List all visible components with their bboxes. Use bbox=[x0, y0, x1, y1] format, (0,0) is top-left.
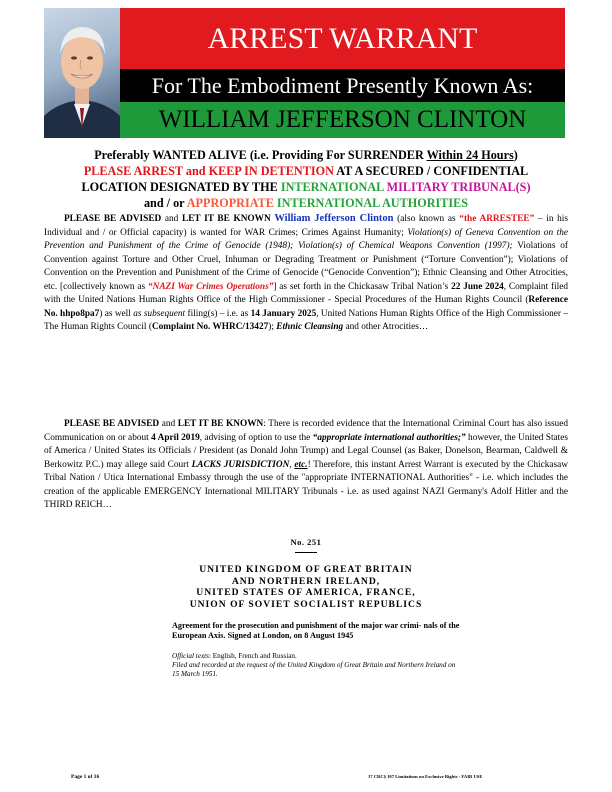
treaty-divider bbox=[295, 552, 317, 553]
treaty-official-texts: Official texts: English, French and Russian. Filed and recorded at the request of the United Kingdom of Great Britain and Northern Ireland on 15 March 1951. bbox=[172, 652, 456, 678]
heading-line-4: and / or APPROPRIATE INTERNATIONAL AUTHORITIES bbox=[143, 196, 469, 210]
heading-line-1: Preferably WANTED ALIVE (i.e. Providing For SURRENDER Within 24 Hours) bbox=[94, 148, 518, 162]
treaty-excerpt bbox=[150, 537, 462, 679]
paragraph-charges: PLEASE BE ADVISED and LET IT BE KNOWN William Jefferson Clinton (also known as “the ARRESTEE” – in his Individual and / or Official capacity) is wanted for WAR Crimes; Crimes Against Humanity; Violation(s) of Geneva Convention on the Prevention and Punishment of the Crime of Genocide (1948); Violation(s) of Chemical Weapons Convention (1997); Violations of Convention against Torture and Other Cruel, Inhuman or Degrading Treatment or Punishment (“Torture Convention”); Violations of Convention on the Prevention and Punishment of the Crime of Genocide (“Genocide Convention”); Ethnic Cleansing and Other Atrocities, etc. [collectively known as “NAZI War Crimes Operations”] as set forth in the Chickasaw Tribal Nation’s 22 June 2024, Complaint filed with the United Nations Human Rights Office of the High Commissioner - Special Procedures of the Human Rights Council (Reference No. hhpo8pa7) as well as subsequent filing(s) – i.e. as 14 January 2025, United Nations Human Rights Office of the High Commissioner – The Human Rights Council (Complaint No. WHRC/13427); Ethnic Cleansing and other Atrocities… bbox=[44, 213, 569, 332]
treaty-agreement: Agreement for the prosecution and punishment of the major war crimi- nals of the European Axis. Signed at London, on 8 August 1945 bbox=[172, 621, 460, 640]
warrant-heading bbox=[40, 147, 572, 211]
footer-reference: 17 CRC§ 107 Limitations on Exclusive Rights - FAIR USE bbox=[368, 774, 483, 779]
page-number: Page 1 of 16 bbox=[71, 774, 100, 780]
banner-subtitle: For The Embodiment Presently Known As: bbox=[120, 69, 565, 102]
treaty-number: No. 251 bbox=[290, 537, 322, 547]
portrait-photo bbox=[44, 8, 120, 138]
heading-line-2: PLEASE ARREST and KEEP IN DETENTION AT A SECURED / CONFIDENTIAL bbox=[83, 164, 529, 178]
heading-line-3: LOCATION DESIGNATED BY THE INTERNATIONAL MILITARY TRIBUNAL(S) bbox=[81, 180, 531, 194]
banner-name: WILLIAM JEFFERSON CLINTON bbox=[120, 102, 565, 138]
treaty-parties: UNITED KINGDOM OF GREAT BRITAIN AND NORTHERN IRELAND, UNITED STATES OF AMERICA, FRANCE, UNION OF SOVIET SOCIALIST REPUBLICS bbox=[189, 564, 423, 610]
warrant-banner bbox=[44, 8, 565, 138]
banner-title: ARREST WARRANT bbox=[120, 8, 565, 69]
portrait-illustration bbox=[44, 8, 120, 138]
paragraph-jurisdiction: PLEASE BE ADVISED and LET IT BE KNOWN: There is recorded evidence that the International Criminal Court has also issued Communication on or about 4 April 2019, advising of option to use the “appropriate international authorities;” however, the United States of America / United States its Officials / President (as Donald John Trump) and Legal Counsel (as Baker, Donelson, Bearman, Caldwell & Berkowitz P.C.) may allege said Court LACKS JURISDICTION, etc.! Therefore, this instant Arrest Warrant is executed by the Chickasaw Tribal Nation / Utica International Embassy through the use of the "appropriate INTERNATIONAL Authorities" - i.e. which includes the creation of the applicable EMERGENCY International MILITARY Tribunals - i.e. as used against NAZI Germany's Adolf Hitler and the THIRD REICH… bbox=[44, 419, 568, 510]
